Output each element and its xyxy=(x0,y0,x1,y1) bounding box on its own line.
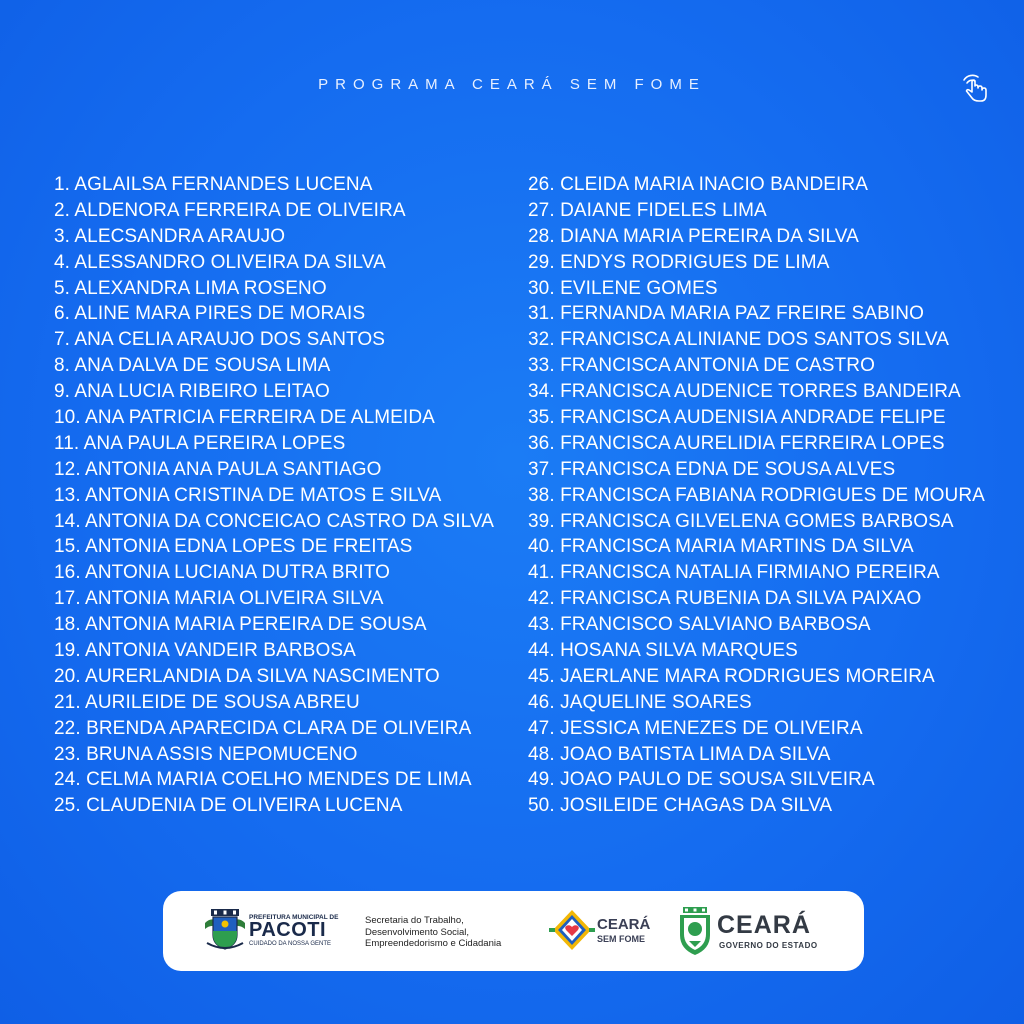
list-item: 11. ANA PAULA PEREIRA LOPES xyxy=(54,432,346,454)
list-item: 27. DAIANE FIDELES LIMA xyxy=(528,199,767,221)
ceara-sem-fome-line2: SEM FOME xyxy=(597,934,646,944)
list-item: 37. FRANCISCA EDNA DE SOUSA ALVES xyxy=(528,458,896,480)
names-list-right xyxy=(528,172,1008,819)
list-item: 19. ANTONIA VANDEIR BARBOSA xyxy=(54,640,356,662)
list-item: 8. ANA DALVA DE SOUSA LIMA xyxy=(54,355,331,377)
list-item: 26. CLEIDA MARIA INACIO BANDEIRA xyxy=(528,174,869,195)
list-item: 36. FRANCISCA AURELIDIA FERREIRA LOPES xyxy=(528,432,945,454)
list-item: 29. ENDYS RODRIGUES DE LIMA xyxy=(528,251,830,273)
list-item: 39. FRANCISCA GILVELENA GOMES BARBOSA xyxy=(528,510,954,532)
pacoti-coat-of-arms-icon xyxy=(203,907,247,953)
ceara-sem-fome-logo xyxy=(549,907,669,955)
list-item: 30. EVILENE GOMES xyxy=(528,277,718,299)
list-item: 32. FRANCISCA ALINIANE DOS SANTOS SILVA xyxy=(528,329,949,351)
list-item: 10. ANA PATRICIA FERREIRA DE ALMEIDA xyxy=(54,407,435,429)
list-item: 47. JESSICA MENEZES DE OLIVEIRA xyxy=(528,717,863,739)
list-item: 24. CELMA MARIA COELHO MENDES DE LIMA xyxy=(54,769,472,791)
list-item: 5. ALEXANDRA LIMA ROSENO xyxy=(54,277,327,299)
pacoti-logo xyxy=(203,905,363,955)
list-item: 48. JOAO BATISTA LIMA DA SILVA xyxy=(528,743,831,765)
list-item: 9. ANA LUCIA RIBEIRO LEITAO xyxy=(54,381,330,403)
tap-hand-icon xyxy=(958,70,992,104)
list-item: 34. FRANCISCA AUDENICE TORRES BANDEIRA xyxy=(528,381,961,403)
list-item: 15. ANTONIA EDNA LOPES DE FREITAS xyxy=(54,536,413,558)
list-item: 22. BRENDA APARECIDA CLARA DE OLIVEIRA xyxy=(54,717,472,739)
list-item: 7. ANA CELIA ARAUJO DOS SANTOS xyxy=(54,329,386,351)
list-item: 6. ALINE MARA PIRES DE MORAIS xyxy=(54,303,366,325)
footer-logo-bar xyxy=(163,891,864,971)
list-item: 4. ALESSANDRO OLIVEIRA DA SILVA xyxy=(54,251,386,273)
ceara-sem-fome-heart-icon xyxy=(549,907,595,953)
list-item: 18. ANTONIA MARIA PEREIRA DE SOUSA xyxy=(54,614,427,636)
governo-ceara-logo xyxy=(675,903,835,959)
list-item: 46. JAQUELINE SOARES xyxy=(528,691,752,713)
list-item: 28. DIANA MARIA PEREIRA DA SILVA xyxy=(528,225,859,247)
list-item: 38. FRANCISCA FABIANA RODRIGUES DE MOURA xyxy=(528,484,985,506)
secretaria-line: Secretaria do Trabalho, xyxy=(365,915,464,926)
list-item: 41. FRANCISCA NATALIA FIRMIANO PEREIRA xyxy=(528,562,940,584)
governo-subtitle: GOVERNO DO ESTADO xyxy=(719,941,818,950)
page-title: PROGRAMA CEARÁ SEM FOME xyxy=(318,76,706,93)
ceara-sem-fome-line1: CEARÁ xyxy=(597,916,651,933)
list-item: 40. FRANCISCA MARIA MARTINS DA SILVA xyxy=(528,536,914,558)
list-item: 43. FRANCISCO SALVIANO BARBOSA xyxy=(528,614,871,636)
list-item: 2. ALDENORA FERREIRA DE OLIVEIRA xyxy=(54,199,406,221)
secretaria-line: Desenvolvimento Social, xyxy=(365,926,470,938)
names-list-left xyxy=(54,172,516,819)
list-item: 33. FRANCISCA ANTONIA DE CASTRO xyxy=(528,355,875,377)
list-item: 16. ANTONIA LUCIANA DUTRA BRITO xyxy=(54,562,391,584)
list-item: 50. JOSILEIDE CHAGAS DA SILVA xyxy=(528,795,833,817)
pacoti-slogan: CUIDADO DA NOSSA GENTE xyxy=(249,941,332,947)
secretaria-text xyxy=(365,915,535,950)
ceara-state-coat-of-arms-icon xyxy=(675,903,715,959)
list-item: 14. ANTONIA DA CONCEICAO CASTRO DA SILVA xyxy=(54,510,495,532)
list-item: 20. AURERLANDIA DA SILVA NASCIMENTO xyxy=(54,665,440,687)
list-item: 13. ANTONIA CRISTINA DE MATOS E SILVA xyxy=(54,484,442,506)
list-item: 3. ALECSANDRA ARAUJO xyxy=(54,225,286,247)
list-item: 1. AGLAILSA FERNANDES LUCENA xyxy=(54,174,373,195)
list-item: 35. FRANCISCA AUDENISIA ANDRADE FELIPE xyxy=(528,407,946,429)
list-item: 23. BRUNA ASSIS NEPOMUCENO xyxy=(54,743,358,765)
list-item: 25. CLAUDENIA DE OLIVEIRA LUCENA xyxy=(54,795,403,817)
pacoti-name: PACOTI xyxy=(249,919,327,941)
list-item: 12. ANTONIA ANA PAULA SANTIAGO xyxy=(54,458,382,480)
list-item: 45. JAERLANE MARA RODRIGUES MOREIRA xyxy=(528,665,935,687)
list-item: 42. FRANCISCA RUBENIA DA SILVA PAIXAO xyxy=(528,588,922,610)
list-item: 31. FERNANDA MARIA PAZ FREIRE SABINO xyxy=(528,303,925,325)
list-item: 49. JOAO PAULO DE SOUSA SILVEIRA xyxy=(528,769,875,791)
secretaria-line: Empreendedorismo e Cidadania xyxy=(365,938,502,949)
governo-name: CEARÁ xyxy=(717,911,811,939)
list-item: 44. HOSANA SILVA MARQUES xyxy=(528,640,798,662)
list-item: 21. AURILEIDE DE SOUSA ABREU xyxy=(54,691,360,713)
list-item: 17. ANTONIA MARIA OLIVEIRA SILVA xyxy=(54,588,384,610)
pacoti-top-line: PREFEITURA MUNICIPAL DE xyxy=(249,914,339,921)
